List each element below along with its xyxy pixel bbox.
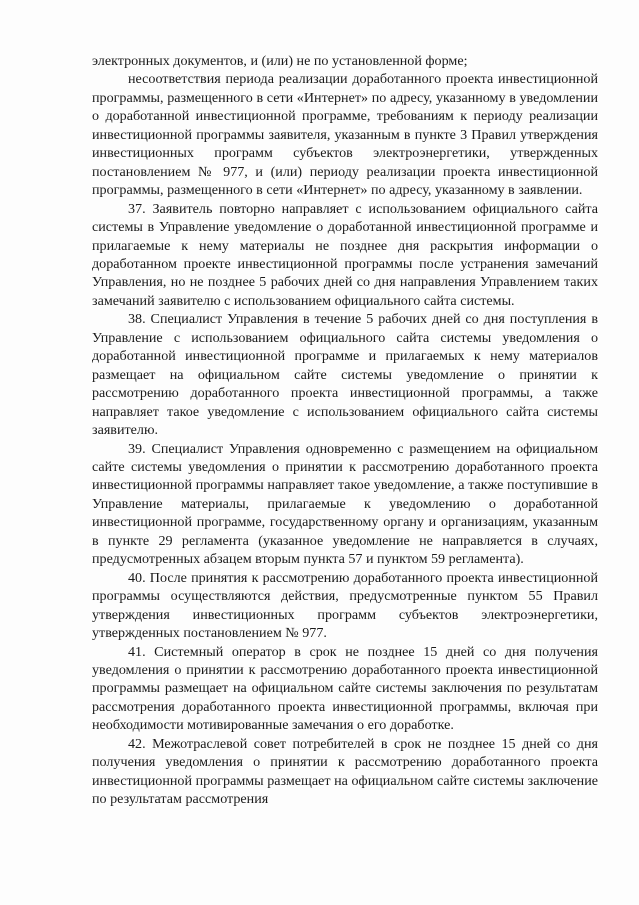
paragraph-38: 38. Специалист Управления в течение 5 рабочих дней со дня поступления в Управление с использованием официального сайта системы уведомления о доработанной инвестиционной программе и прилагаемых к нему материалов размещает на официальном сайте системы уведомление о принятии к рассмотрению доработанного проекта инвестиционной программы, а также направляет такое уведомление с использованием официального сайта системы заявителю. (92, 311, 598, 439)
paragraph-39: 39. Специалист Управления одновременно с размещением на официальном сайте системы уведомления о принятии к рассмотрению доработанного проекта инвестиционной программы направляет такое уведомление, а также поступившие в Управление материалы, прилагаемые к уведомлению о доработанной инвестиционной программе, государственному органу и организациям, указанным в пункте 29 регламента (указанное уведомление не направляется в случаях, предусмотренных абзацем вторым пункта 57 и пунктом 59 регламента). (92, 440, 598, 568)
paragraph-37: 37. Заявитель повторно направляет с использованием официального сайта системы в Управление уведомление о доработанной инвестиционной программе и прилагаемые к нему материалы не позднее дня раскрытия информации о доработанном проекте инвестиционной программы после устранения замечаний Управления, но не позднее 5 рабочих дней со дня направления Управлением таких замечаний заявителю с использованием официального сайта системы. (92, 200, 598, 309)
paragraph-42: 42. Межотраслевой совет потребителей в срок не позднее 15 дней со дня получения уведомления о принятии к рассмотрению доработанного проекта инвестиционной программы размещает на официальном сайте системы заключение по результатам рассмотрения (92, 735, 598, 808)
paragraph-40: 40. После принятия к рассмотрению доработанного проекта инвестиционной программы осуществляются действия, предусмотренные пунктом 55 Правил утверждения инвестиционных программ субъектов электроэнергетики, утвержденных постановлением № 977. (92, 569, 598, 642)
paragraph-41: 41. Системный оператор в срок не позднее 15 дней со дня получения уведомления о принятии к рассмотрению доработанного проекта инвестиционной программы размещает на официальном сайте системы заключения по результатам рассмотрения доработанного проекта инвестиционной программы, включая при необходимости мотивированные замечания о его доработке. (92, 643, 598, 734)
paragraph-nonconformity: несоответствия периода реализации доработанного проекта инвестиционной программы, размещенного в сети «Интернет» по адресу, указанному в уведомлении о доработанной инвестиционной программе, требованиям к периоду реализации инвестиционной программы заявителя, указанным в пункте 3 Правил утверждения инвестиционных программ субъектов электроэнергетики, утвержденных постановлением № 977, и (или) периоду реализации проекта инвестиционной программы, размещенного в сети «Интернет» по адресу, указанному в заявлении. (92, 71, 598, 199)
document-body (92, 52, 598, 809)
paragraph-continuation: электронных документов, и (или) не по установленной форме; (92, 53, 468, 69)
